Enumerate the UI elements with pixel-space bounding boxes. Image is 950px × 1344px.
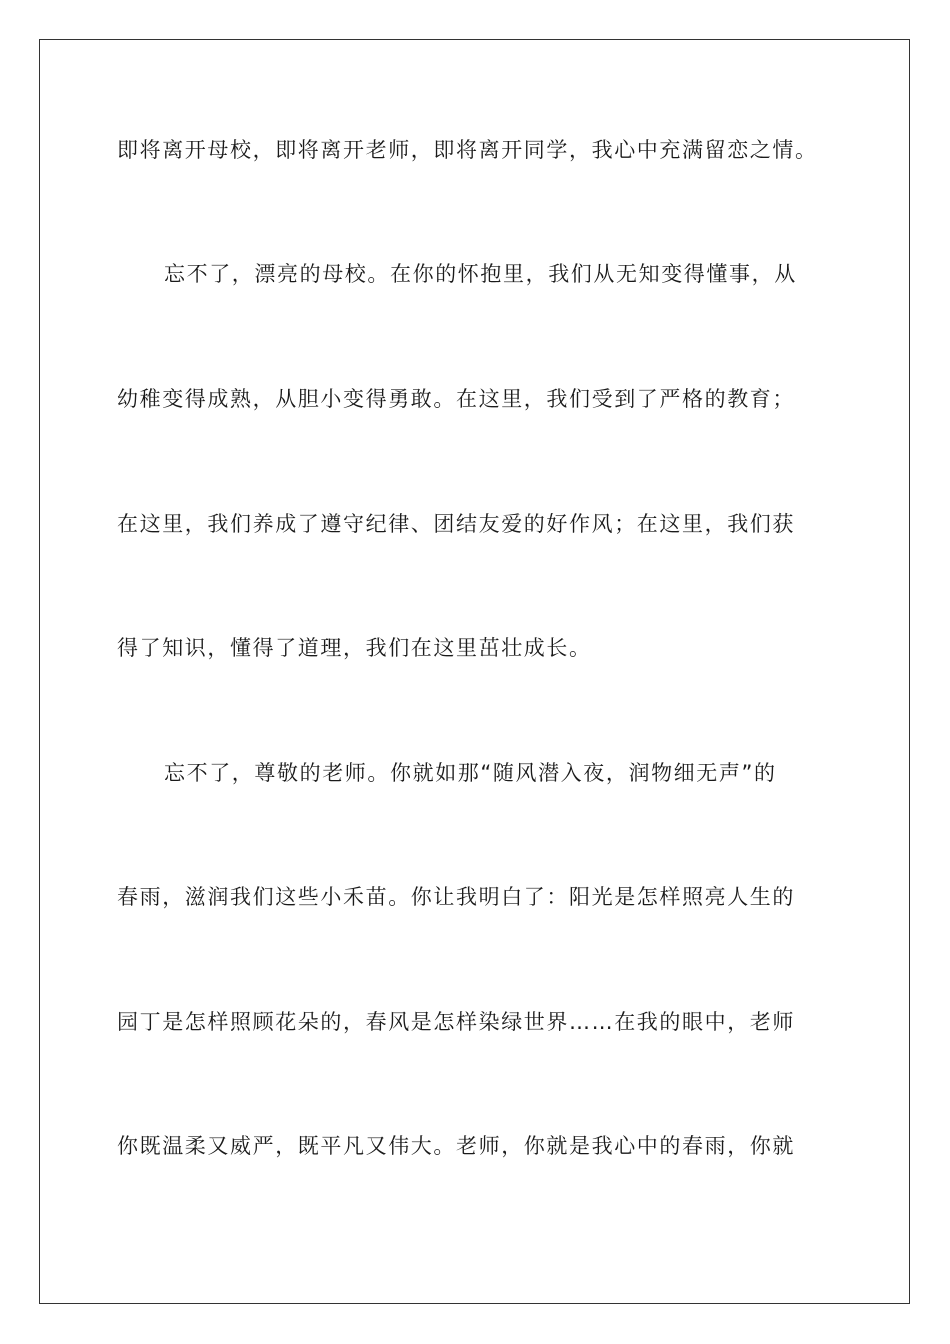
text-line-8: 园丁是怎样照顾花朵的，春风是怎样染绿世界……在我的眼中，老师 (117, 1010, 795, 1034)
text-line-7: 春雨，滋润我们这些小禾苗。你让我明白了：阳光是怎样照亮人生的 (117, 885, 795, 909)
text-line-3: 幼稚变得成熟，从胆小变得勇敢。在这里，我们受到了严格的教育； (117, 387, 795, 411)
page-border (39, 39, 910, 1304)
text-line-2: 忘不了，漂亮的母校。在你的怀抱里，我们从无知变得懂事，从 (164, 262, 797, 286)
text-line-1: 即将离开母校，即将离开老师，即将离开同学，我心中充满留恋之情。 (117, 138, 818, 162)
text-line-5: 得了知识，懂得了道理，我们在这里茁壮成长。 (117, 636, 592, 660)
text-line-6: 忘不了，尊敬的老师。你就如那“随风潜入夜，润物细无声”的 (164, 761, 777, 785)
text-line-9: 你既温柔又威严，既平凡又伟大。老师，你就是我心中的春雨，你就 (117, 1134, 795, 1158)
text-line-4: 在这里，我们养成了遵守纪律、团结友爱的好作风；在这里，我们获 (117, 512, 795, 536)
